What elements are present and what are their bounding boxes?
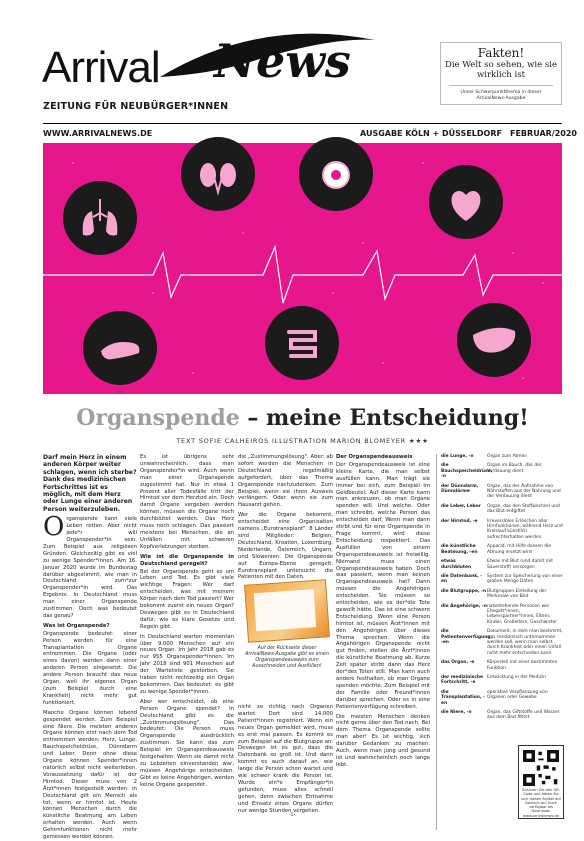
- glossary-definition: Irreversibles Erlöschen aller Hirnfunktionen, während Herz und Kreislauf künstlich aufrechterhalten werden: [487, 518, 563, 540]
- article-column-2: [140, 454, 234, 824]
- col3-paragraph-3: nicht so richtig nach Organen wartet. Dort sind 14.000 Patient*innen registriert. Wenn ein neues Organ gemeldet wird, muss es erst mal passen. Es kommt es zum Beispiel auf die Blutgruppe an. Deswegen ist es gut, dass die Datenbank so groß ist. Und dann kommt es auch darauf an, wie lange die Person schon wartet und wie schwer krank die Person ist. Wurde ein*e Empfänger*in gefunden, muss alles schnell gehen, denn zwischen Entnahme und Einsatz eines Organs dürfen nur wenige Stunden vergehen.: [238, 704, 333, 814]
- header-divider: [43, 123, 562, 124]
- glossary-definition: Organ im Bauch, das der Verdauung dient: [487, 463, 542, 474]
- glossary-definition: Organ zum Atmen: [487, 454, 528, 459]
- glossary-row: [441, 463, 564, 479]
- glossary-term: die künstliche Beatmung, -en: [441, 544, 478, 555]
- glossary-row: [441, 589, 564, 600]
- qr-note: Scannen Sie den QR-Code und hören Sie sich diesen Artikel auf Deutsch an! Auch verfügbar als Download: www.arrivalnews.de: [521, 788, 561, 818]
- lungs-icon-circle: [63, 181, 137, 255]
- glossary-row: [441, 559, 564, 570]
- qr-code-icon[interactable]: [523, 750, 559, 786]
- glossary-term: die Datenbank, -en: [441, 573, 483, 585]
- headline-keyword: Organspende: [76, 405, 240, 431]
- fact-box-note: Unser Schwerpunktthema in dieser ArrivalNews-Ausgabe: [460, 90, 542, 101]
- donor-card-caption: Auf der Rückseite dieser ArrivalNews-Ausgabe gibt es einen Organspendeausweis zum Ausschneiden und Ausfüllen!: [245, 646, 329, 669]
- fact-box-divider: [449, 85, 553, 86]
- col3-paragraph-1: die „Zustimmungslösung". Aber: ab sofort werden die Menschen in Deutschland regelmäßig aufgefordert, über das Thema Organspende nachzudenken. Zum Beispiel, wenn sie ihren Ausweis verlängern. Oder wenn sie zum Hausarzt gehen.: [238, 454, 333, 509]
- glossary-definition: Etwas mit Blut (und damit mit Sauerstoff) versorgen: [487, 559, 553, 570]
- glossary-definition: Organ, das den Stoffwechsel und das Blut entgiftet: [487, 503, 560, 515]
- drop-cap: O: [43, 512, 65, 543]
- col4-subheading: Der Organspendeausweis: [336, 454, 413, 460]
- glossary-row: [441, 519, 564, 541]
- glossary-term: die Bauchspeicheldrüse, -n: [441, 463, 493, 480]
- glossary-definition: nahestehende Personen wie Ehegatt*innen, Lebenspartner*innen, Eltern, Kinder, Großeltern, Geschwister: [487, 603, 558, 625]
- glossary-term: der Dünndarm, Dünndärme: [441, 483, 479, 495]
- headline-rest: – meine Entscheidung!: [239, 405, 529, 431]
- article-column-1: [43, 454, 137, 841]
- glossary-definition: Blutgruppen Einteilung der Merkmale von Blut: [487, 588, 547, 600]
- glossary-row: [441, 574, 564, 585]
- glossary-term: das Organ, -e: [441, 660, 475, 666]
- glossary-definition: Dokument, in dem man bestimmt, was medizinisch unternommen werden soll, wenn man selbst durch Krankheit oder einen Unfall nicht mehr entscheiden kann: [487, 629, 563, 656]
- col1-paragraph-1: rganspende kann viele Leben retten. Aber nicht jede*r will Organspender*in sein. Zum Beispiel aus religiösen Gründen. Gleichzeitig gibt es viel zu wenige Spender*innen. Am 16. Januar 2020 wurde im Bundestag darüber abgestimmt, wie man in Deutschland zum*zur Organspender*in wird. Das Ergebnis: In Deutschland muss man einer Organspende zustimmen. Doch was bedeutet das genau?: [43, 516, 137, 619]
- glossary-definition: System zur Speicherung von einer großen Menge Daten: [487, 573, 563, 585]
- brand-arrival: Arrival: [42, 43, 160, 92]
- liver-icon-circle: [457, 303, 531, 377]
- eye-icon-circle: [299, 137, 373, 211]
- col2-paragraph-4: Aber wer entscheidet, ob eine Person Organe spendet? In Deutschland gibt es die „Zustimmungslösung". Das bedeutet: Die Person muss Organspende ausdrücklich zustimmen. Sie kann das zum Beispiel im Organspendeausweis festgehalten. Wenn sie damit nicht zu Lebzeiten einverstanden war, müssen Angehörige entscheiden. Gibt es keine Angehörigen, werden keine Organe gespendet.: [140, 698, 234, 788]
- glossary-term: die Transplantation, -en: [441, 689, 485, 706]
- glossary-row: [441, 629, 564, 656]
- fact-box: [440, 42, 562, 105]
- intestine-icon-circle: [265, 306, 339, 380]
- col1-subheading: Was ist Organspende?: [43, 622, 110, 629]
- audio-qr-box[interactable]: [518, 745, 564, 819]
- article-lead: Darf mein Herz in einem anderen Körper weiter schlagen, wenn ich sterbe? Dank des medizinischen Fortschrittes ist es möglich, mit dem Herz oder Lunge einer anderen Person weiterzuleben.: [43, 454, 137, 513]
- glossary-term: die Angehörige, -n: [441, 603, 487, 609]
- glossary-row: [441, 604, 564, 626]
- hero-illustration: [43, 143, 562, 394]
- heart-icon: [429, 165, 503, 239]
- col1-paragraph-3: Manche Organe können lebend gespendet werden. Zum Beispiel eine Niere. Die meisten anderen Organe können erst nach dem Tod entnommen werden: Herz, Lunge, Bauchspeicheldrüse, Dünndarm und Leber. Denn ohne diese Organe können Spender*innen natürlich selbst nicht weiterleben. Voraussetzung dafür ist der Hirntod. Dieser muss von 2 Ärzt*innen festgestellt werden. In Deutschland gilt ein Mensch als tot, wenn er hirntot ist. Heute können Menschen durch die künstliche Beatmung am Leben erhalten werden. Auch wenn Gehirnfunktionen nicht mehr gemessen werden können.: [43, 709, 137, 841]
- col3-paragraph-2: Wer die Organe bekommt, entscheidet eine Organisation namens „Eurotransplant". 8 Länder sind Mitglieder: Belgien, Deutschland, Kroatien, Luxemburg, Niederlande, Österreich, Ungarn, und Slowenien. Die Organspende auf Europa-Ebene geregelt. Eurotransplant untersucht die Patienten mit den Daten.: [238, 512, 333, 581]
- article-column-4: [336, 454, 430, 824]
- glossary-term: die Lunge, -n: [441, 454, 474, 459]
- glossary-definition: Organ, das Giftstoffe und Wasser aus dem Blut filtert: [487, 710, 560, 721]
- glossary-definition: operative Verpflanzung von Organen oder Gewebe: [487, 689, 548, 701]
- kidneys-icon: [181, 137, 255, 211]
- glossary-row: [441, 660, 564, 671]
- heart-icon-circle: [429, 165, 503, 239]
- col1-paragraph-2: Organspende bedeutet: einer Person werden für eine Transplantation Organe entnommen. Die Organe (oder eines davon) werden dann einer anderen Person eingesetzt. Die andere Person braucht das neue Organ, weil ihr eigenes Organ (zum Beispiel durch eine Krankheit) nicht mehr gut funktioniert.: [43, 630, 137, 706]
- fact-box-subtitle: Die Welt so sehen, wie sie wirklich ist: [445, 60, 557, 80]
- article-headline: [43, 405, 562, 431]
- glossary-definition: Apparat, mit Hilfe dessen die Atmung ersetzt wird: [487, 544, 551, 555]
- article-column-3-lower: [238, 704, 333, 812]
- col4-paragraph-2: Die meisten Menschen denken nicht gerne über den Tod nach. Bei dem Thema Organspende sollte man aber! Es ist wichtig, sich darüber Gedanken zu machen. Auch, wenn man jung und gesund ist und wahrscheinlich noch lange lebt.: [336, 713, 430, 768]
- brand-news: News: [214, 34, 351, 88]
- glossary-term: die Patientenverfügung, -en: [441, 629, 493, 645]
- masthead-subtitle: ZEITUNG FÜR NEUBÜRGER*INNEN: [43, 101, 229, 112]
- eye-icon: [299, 137, 373, 211]
- col2-subheading: Wie ist die Organspende in Deutschland geregelt?: [140, 553, 234, 567]
- glossary-row: [441, 675, 564, 686]
- glossary-row: [441, 504, 564, 515]
- col2-paragraph-3: In Deutschland warten momentan über 9.000 Menschen auf ein neues Organ. Im Jahr 2018 gab es nur 955 Organspender*innen. Im Jahr 2018 sind 901 Menschen auf der Warteliste gestorben. Sie haben nicht rechtzeitig ein Organ bekommen. Das bedeutet: es gibt zu wenige Spender*innen.: [140, 633, 234, 695]
- issue-date: FEBRUAR/2020: [510, 129, 577, 138]
- intestine-icon: [265, 306, 339, 380]
- glossary-term: die Niere, -n: [441, 710, 472, 716]
- col2-paragraph-2: Bei der Organspende geht es um Leben und Tod. Es gibt viele wichtige Fragen: Wer darf entscheiden, was mit meinem Körper nach dem Tod passiert? Wer bekommt zuerst ein neues Organ? Deswegen gibt es in Deutschland dafür, wie es klare Gesetze und Regeln gibt.: [140, 568, 234, 630]
- glossary-term: etwas durchbluten: [441, 559, 472, 570]
- kidneys-icon-circle: [181, 137, 255, 211]
- website-url[interactable]: WWW.ARRIVALNEWS.DE: [43, 129, 153, 138]
- glossary-row: [441, 710, 564, 721]
- glossary-row: [441, 484, 564, 500]
- glossary-row: [441, 690, 564, 706]
- pancreas-icon: [83, 311, 157, 385]
- donor-card-image: [244, 579, 330, 643]
- glossary-definition: Körperteil mit einer bestimmten Funktion: [487, 660, 558, 671]
- edition-label: AUSGABE KÖLN + DÜSSELDORF: [360, 129, 502, 138]
- col2-paragraph-1: Es ist übrigens sehr unwahrscheinlich, dass man Organspender*in wird. Auch wenn man einer Organspende zugestimmt hat. Nur in etwa 1 Prozent aller Todesfälle tritt der Hirntod vor dem Herztod ein. Doch damit Organe vergeben werden können, müssen die Organe noch durchblutet werden. Das Herz muss noch schlagen. Das passiert meistens bei Menschen, die an Unfällen mit schweren Kopfverletzungen sterben.: [140, 454, 234, 550]
- glossary-term: die Blutgruppe, -n: [441, 588, 487, 594]
- liver-icon: [457, 303, 531, 377]
- pancreas-icon-circle: [83, 311, 157, 385]
- glossary-row: [441, 454, 564, 459]
- fact-box-title: Fakten!: [477, 46, 525, 60]
- lungs-icon: [63, 181, 137, 255]
- glossary-term: der medizinische Fortschritt, -e: [441, 675, 484, 686]
- col4-paragraph-1: Der Organspendeausweis ist eine kleine Karte, die man selbst ausfüllen kann. Man trägt sie immer bei sich, zum Beispiel im Geldbeutel. Auf dieser Karte kann man ankreuzen, ob man Organe spenden will. Und welche. Oder man schreibt, welche Person das entscheiden darf. Wenn man dann stirbt und für eine Organspende in Frage kommt, wird diese Entscheidung respektiert. Das Ausfüllen von einem Organspendeausweis ist freiwillig. Niemand muss einen Organspendeausweis haben. Doch was passiert, wenn man keinen Organspendeausweis hat? Dann müssen die Angehörigen entscheiden. Sie müssen so entscheiden, wie es der*die Tote gewollt hätte. Das ist eine schwere Entscheidung. Wenn eine Person hirntot ist, müssen Ärzt*innen mit den Angehörigen über dieses Thema sprechen. Wenn die Angehörigen Organspende nicht gut finden, stellen die Ärzt*innen die künstliche Beatmung ab. Kurze Zeit später stirbt dann das Herz der*des Toten still. Man kann auch andere festhalten, ob man Organe spenden möchte. Zum Beispiel mit der Familie oder Freund*innen darüber sprechen. Oder es in eine Patientenverfügung schreiben.: [336, 461, 430, 710]
- donor-card-figure: [238, 582, 333, 700]
- glossary-term: die Leber, Leber: [441, 503, 481, 509]
- donor-card-panel: [254, 589, 317, 631]
- page-number: -1-: [288, 812, 296, 818]
- glossary-row: [441, 544, 564, 555]
- glossary-definition: Entwicklung in der Medizin: [487, 675, 546, 680]
- article-credits: TEXT SOFIE CALHEIROS ILLUSTRATION MARION BLOMEYER ★★★: [176, 437, 429, 445]
- glossary-term: der Hirntod, -e: [441, 518, 478, 524]
- glossary-definition: Organ, das der Aufnahme von Nährstoffen aus der Nahrung und der Verdauung dient: [487, 483, 561, 500]
